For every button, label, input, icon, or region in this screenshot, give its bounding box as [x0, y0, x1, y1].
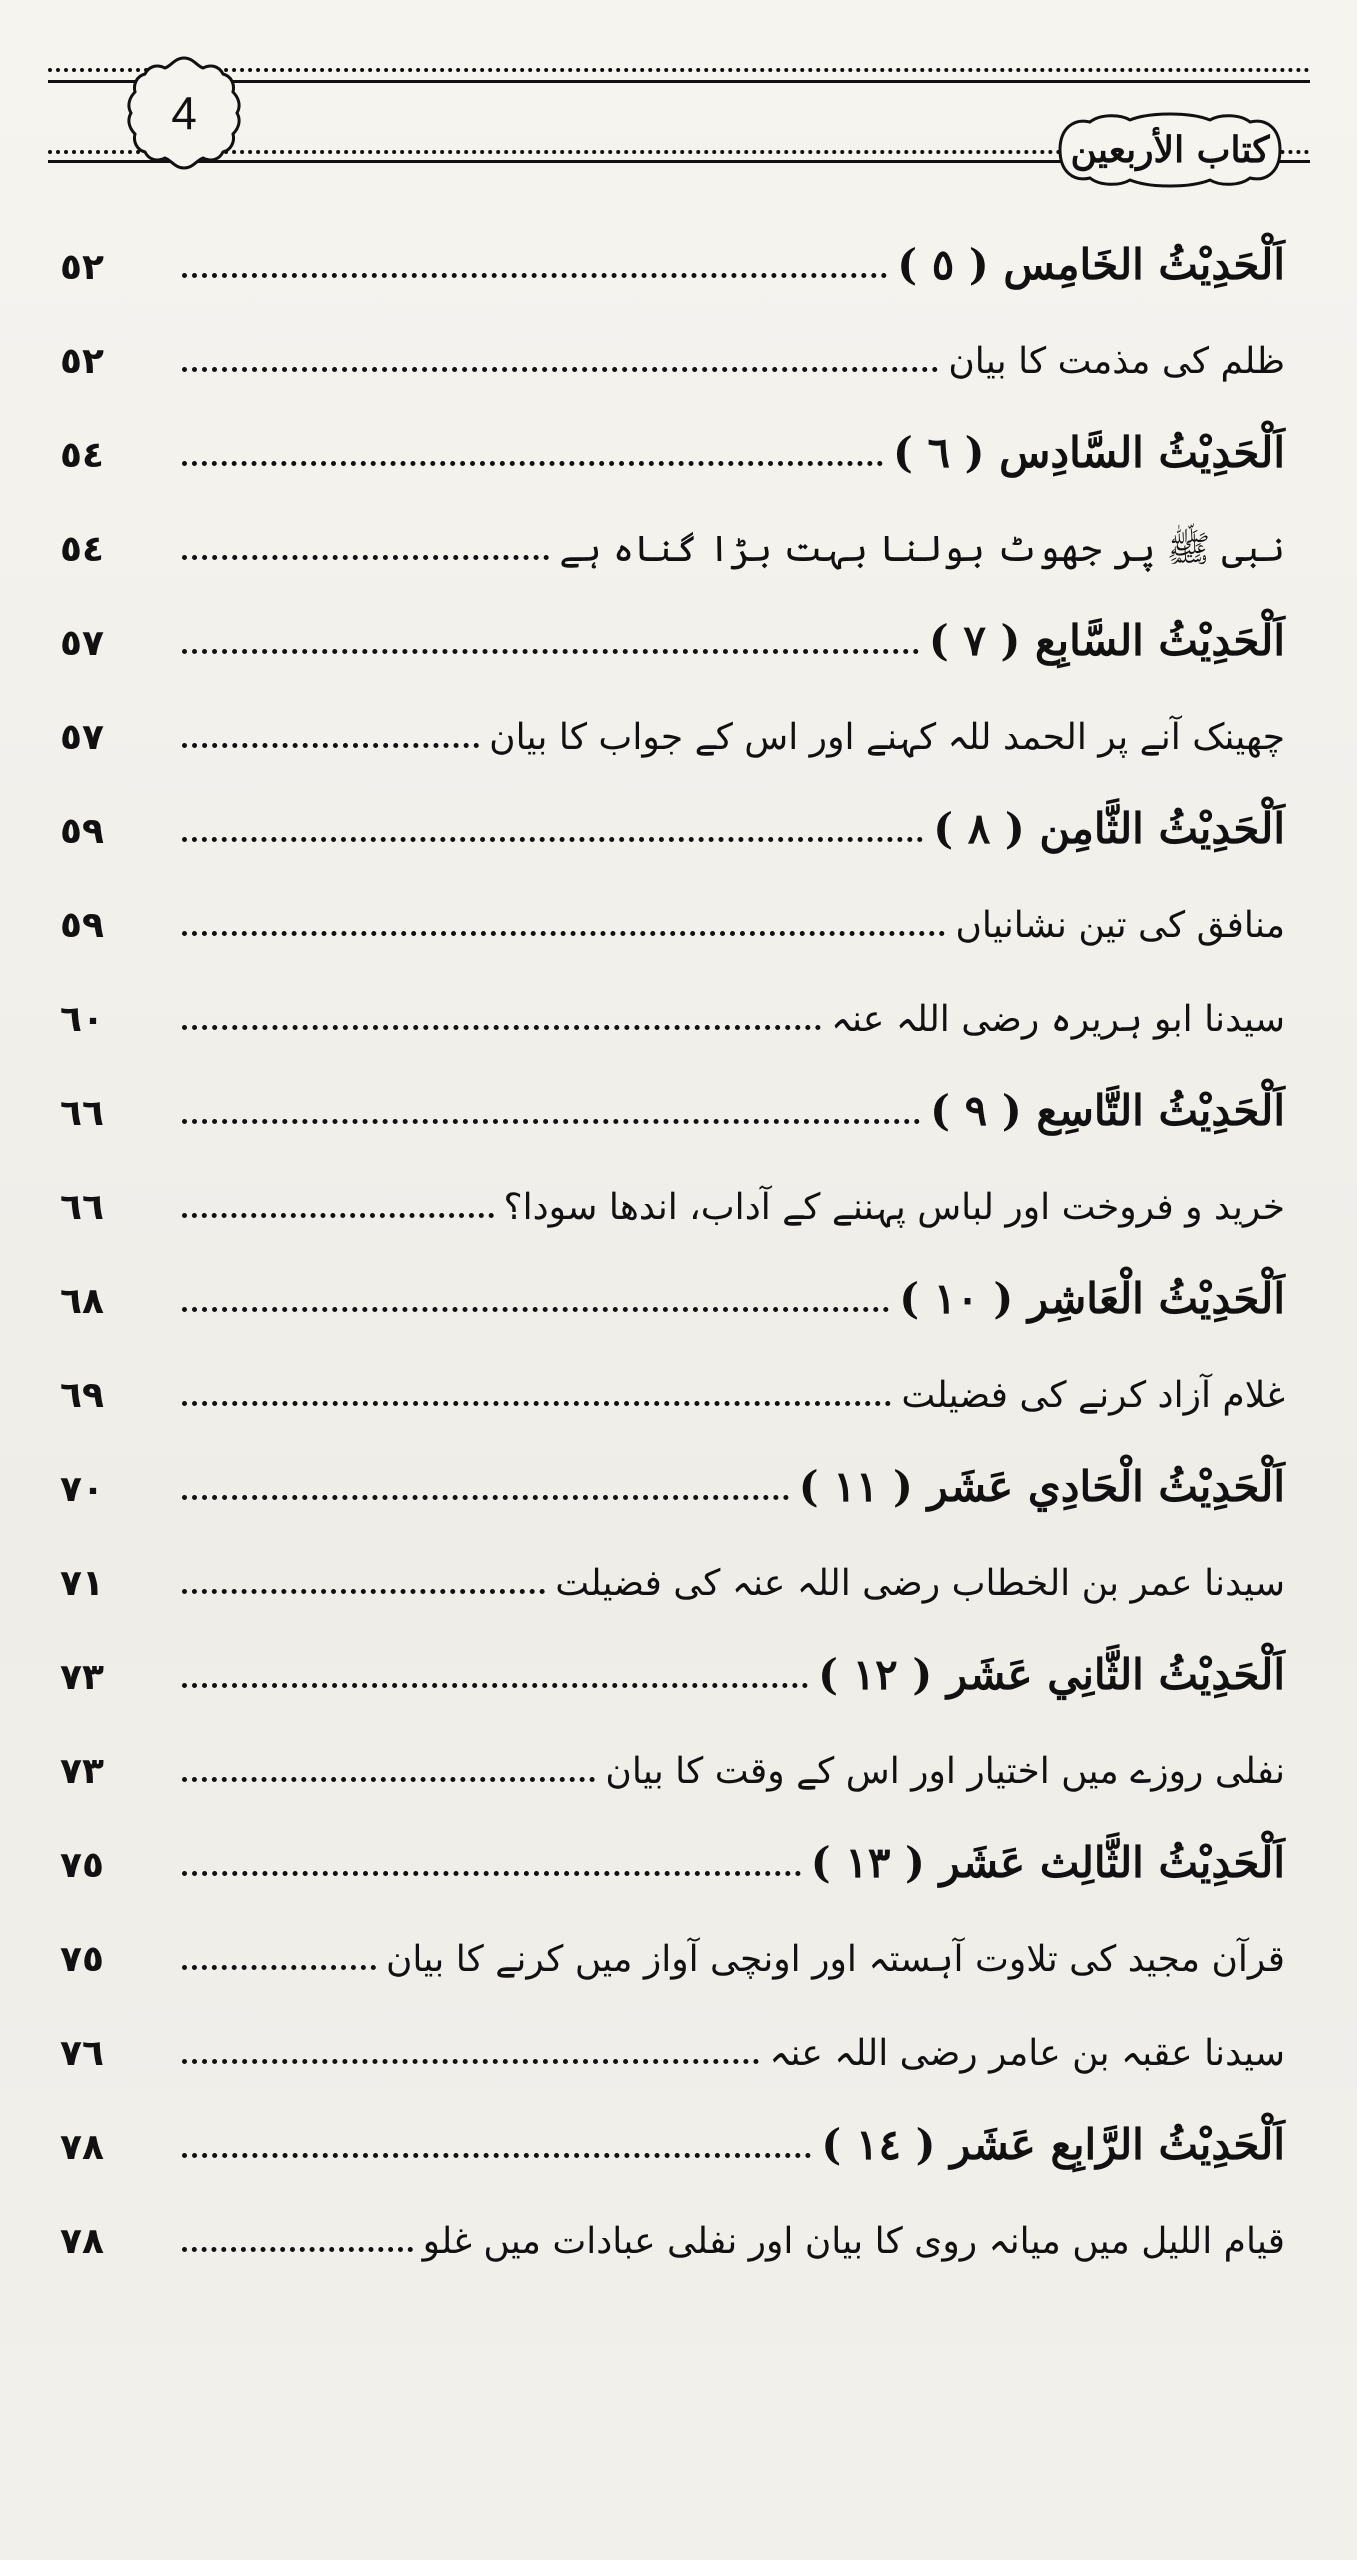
toc-topic-title: سیدنا عمر بن الخطاب رضی اللہ عنہ کی فضیلت	[555, 1563, 1285, 1605]
toc-entry	[60, 1998, 1285, 2092]
toc-page-number: ٧٣	[60, 1751, 104, 1792]
toc-topic-title: ظلم کی مذمت کا بیان	[948, 341, 1285, 383]
toc-topic-title: نفلی روزے میں اختیار اور اس کے وقت کا بیان	[605, 1751, 1285, 1793]
dot-leader	[182, 273, 887, 278]
page-header	[48, 52, 1310, 171]
toc-topic-title: سیدنا عقبہ بن عامر رضی اللہ عنہ	[769, 2033, 1285, 2075]
toc-page-number: ٥٤	[60, 529, 104, 570]
dot-leader	[182, 1589, 545, 1594]
toc-entry	[60, 1904, 1285, 1998]
toc-hadith-heading: اَلْحَدِيْثُ الْحَادِي عَشَر ( ١١ )	[798, 1461, 1285, 1511]
dot-leader	[182, 743, 479, 748]
toc-page-number: ٥٩	[60, 811, 104, 852]
dot-leader	[182, 461, 883, 466]
dot-leader	[182, 1495, 789, 1500]
dot-leader	[182, 837, 923, 842]
toc-hadith-heading: اَلْحَدِيْثُ السَّادِس ( ٦ )	[892, 427, 1285, 477]
book-title: کتاب الأربعین	[1070, 129, 1270, 171]
toc-entry	[60, 1622, 1285, 1716]
toc-entry	[60, 1152, 1285, 1246]
toc-page-number: ٥٧	[60, 623, 104, 664]
toc-entry	[60, 588, 1285, 682]
dot-leader	[182, 1965, 376, 1970]
toc-page-number: ٧٥	[60, 1939, 104, 1980]
toc-entry	[60, 964, 1285, 1058]
toc-page-number: ٥٤	[60, 435, 104, 476]
toc-hadith-heading: اَلْحَدِيْثُ الثَّامِن ( ٨ )	[933, 803, 1285, 853]
dot-leader	[182, 1213, 494, 1218]
toc-page-number: ٧٨	[60, 2127, 104, 2168]
dot-leader	[182, 1025, 821, 1030]
toc-topic-title: منافق کی تین نشانیاں	[955, 905, 1285, 947]
dot-leader	[182, 931, 945, 936]
toc-page-number: ٧٨	[60, 2221, 104, 2262]
toc-entry	[60, 682, 1285, 776]
toc-entry	[60, 1058, 1285, 1152]
toc-page-number: ٧٦	[60, 2033, 104, 2074]
toc-page-number: ٧٣	[60, 1657, 104, 1698]
toc-entry	[60, 306, 1285, 400]
toc-topic-title: سیدنا ابو ہریرہ رضی اللہ عنہ	[830, 999, 1285, 1041]
dot-leader	[182, 367, 938, 372]
dot-leader	[182, 649, 919, 654]
toc-page-number: ٥٧	[60, 717, 104, 758]
toc-entry	[60, 494, 1285, 588]
toc-entry	[60, 870, 1285, 964]
toc-hadith-heading: اَلْحَدِيْثُ الثَّانِي عَشَر ( ١٢ )	[818, 1649, 1285, 1699]
toc-hadith-heading: اَلْحَدِيْثُ الْعَاشِر ( ١٠ )	[899, 1273, 1285, 1323]
dot-leader	[182, 2247, 413, 2252]
toc-entry	[60, 1528, 1285, 1622]
page-number: 4	[171, 87, 197, 139]
dot-leader	[182, 1119, 920, 1124]
toc-entry	[60, 400, 1285, 494]
toc-entry	[60, 1340, 1285, 1434]
dot-leader	[182, 1683, 808, 1688]
toc-hadith-heading: اَلْحَدِيْثُ الرَّابِع عَشَر ( ١٤ )	[821, 2119, 1285, 2169]
dot-leader	[182, 1401, 891, 1406]
toc-page-number: ٥٢	[60, 247, 104, 288]
toc-page-number: ٧٥	[60, 1845, 104, 1886]
toc-page-number: ٦٨	[60, 1281, 104, 1322]
toc-topic-title: قیام اللیل میں میانہ روی کا بیان اور نفلی عبادات میں غلو	[422, 2221, 1285, 2263]
toc-page-number: ٦٠	[60, 999, 104, 1040]
dot-leader	[182, 2059, 759, 2064]
toc-page-number: ٧١	[60, 1563, 104, 1604]
page-number-badge	[123, 52, 245, 174]
toc-topic-title: چھینک آنے پر الحمد للہ کہنے اور اس کے جواب کا بیان	[489, 717, 1285, 759]
toc-hadith-heading: اَلْحَدِيْثُ الثَّالِث عَشَر ( ١٣ )	[810, 1837, 1285, 1887]
toc-entry	[60, 1246, 1285, 1340]
toc-hadith-heading: اَلْحَدِيْثُ السَّابِع ( ٧ )	[928, 615, 1285, 665]
toc-page-number: ٥٢	[60, 341, 104, 382]
toc-hadith-heading: اَلْحَدِيْثُ التَّاسِع ( ٩ )	[930, 1085, 1285, 1135]
toc-topic-title: قرآن مجید کی تلاوت آہستہ اور اونچی آواز میں کرنے کا بیان	[385, 1939, 1285, 1981]
toc-entry	[60, 212, 1285, 306]
dot-leader	[182, 555, 549, 560]
toc-topic-title: خرید و فروخت اور لباس پہننے کے آداب، اندھا سودا؟	[503, 1187, 1285, 1229]
toc-page-number: ٦٩	[60, 1375, 104, 1416]
dot-leader	[182, 1307, 889, 1312]
toc-entry	[60, 2092, 1285, 2186]
toc-entry	[60, 776, 1285, 870]
toc-entry	[60, 1810, 1285, 1904]
toc-page-number: ٦٦	[60, 1187, 104, 1228]
toc-page-number: ٥٩	[60, 905, 104, 946]
toc-hadith-heading: اَلْحَدِيْثُ الخَامِس ( ٥ )	[897, 239, 1285, 289]
table-of-contents	[60, 212, 1285, 2280]
dot-leader	[182, 1777, 595, 1782]
toc-entry	[60, 1434, 1285, 1528]
toc-entry	[60, 2186, 1285, 2280]
book-title-badge	[1040, 110, 1300, 190]
toc-topic-title: غلام آزاد کرنے کی فضیلت	[901, 1375, 1285, 1417]
toc-page-number: ٧٠	[60, 1469, 104, 1510]
dot-leader	[182, 1871, 801, 1876]
dot-leader	[182, 2153, 811, 2158]
toc-entry	[60, 1716, 1285, 1810]
toc-topic-title: نبی ﷺ پر جھوٹ بولنا بہت بڑا گناہ ہے	[559, 529, 1285, 571]
toc-page-number: ٦٦	[60, 1093, 104, 1134]
